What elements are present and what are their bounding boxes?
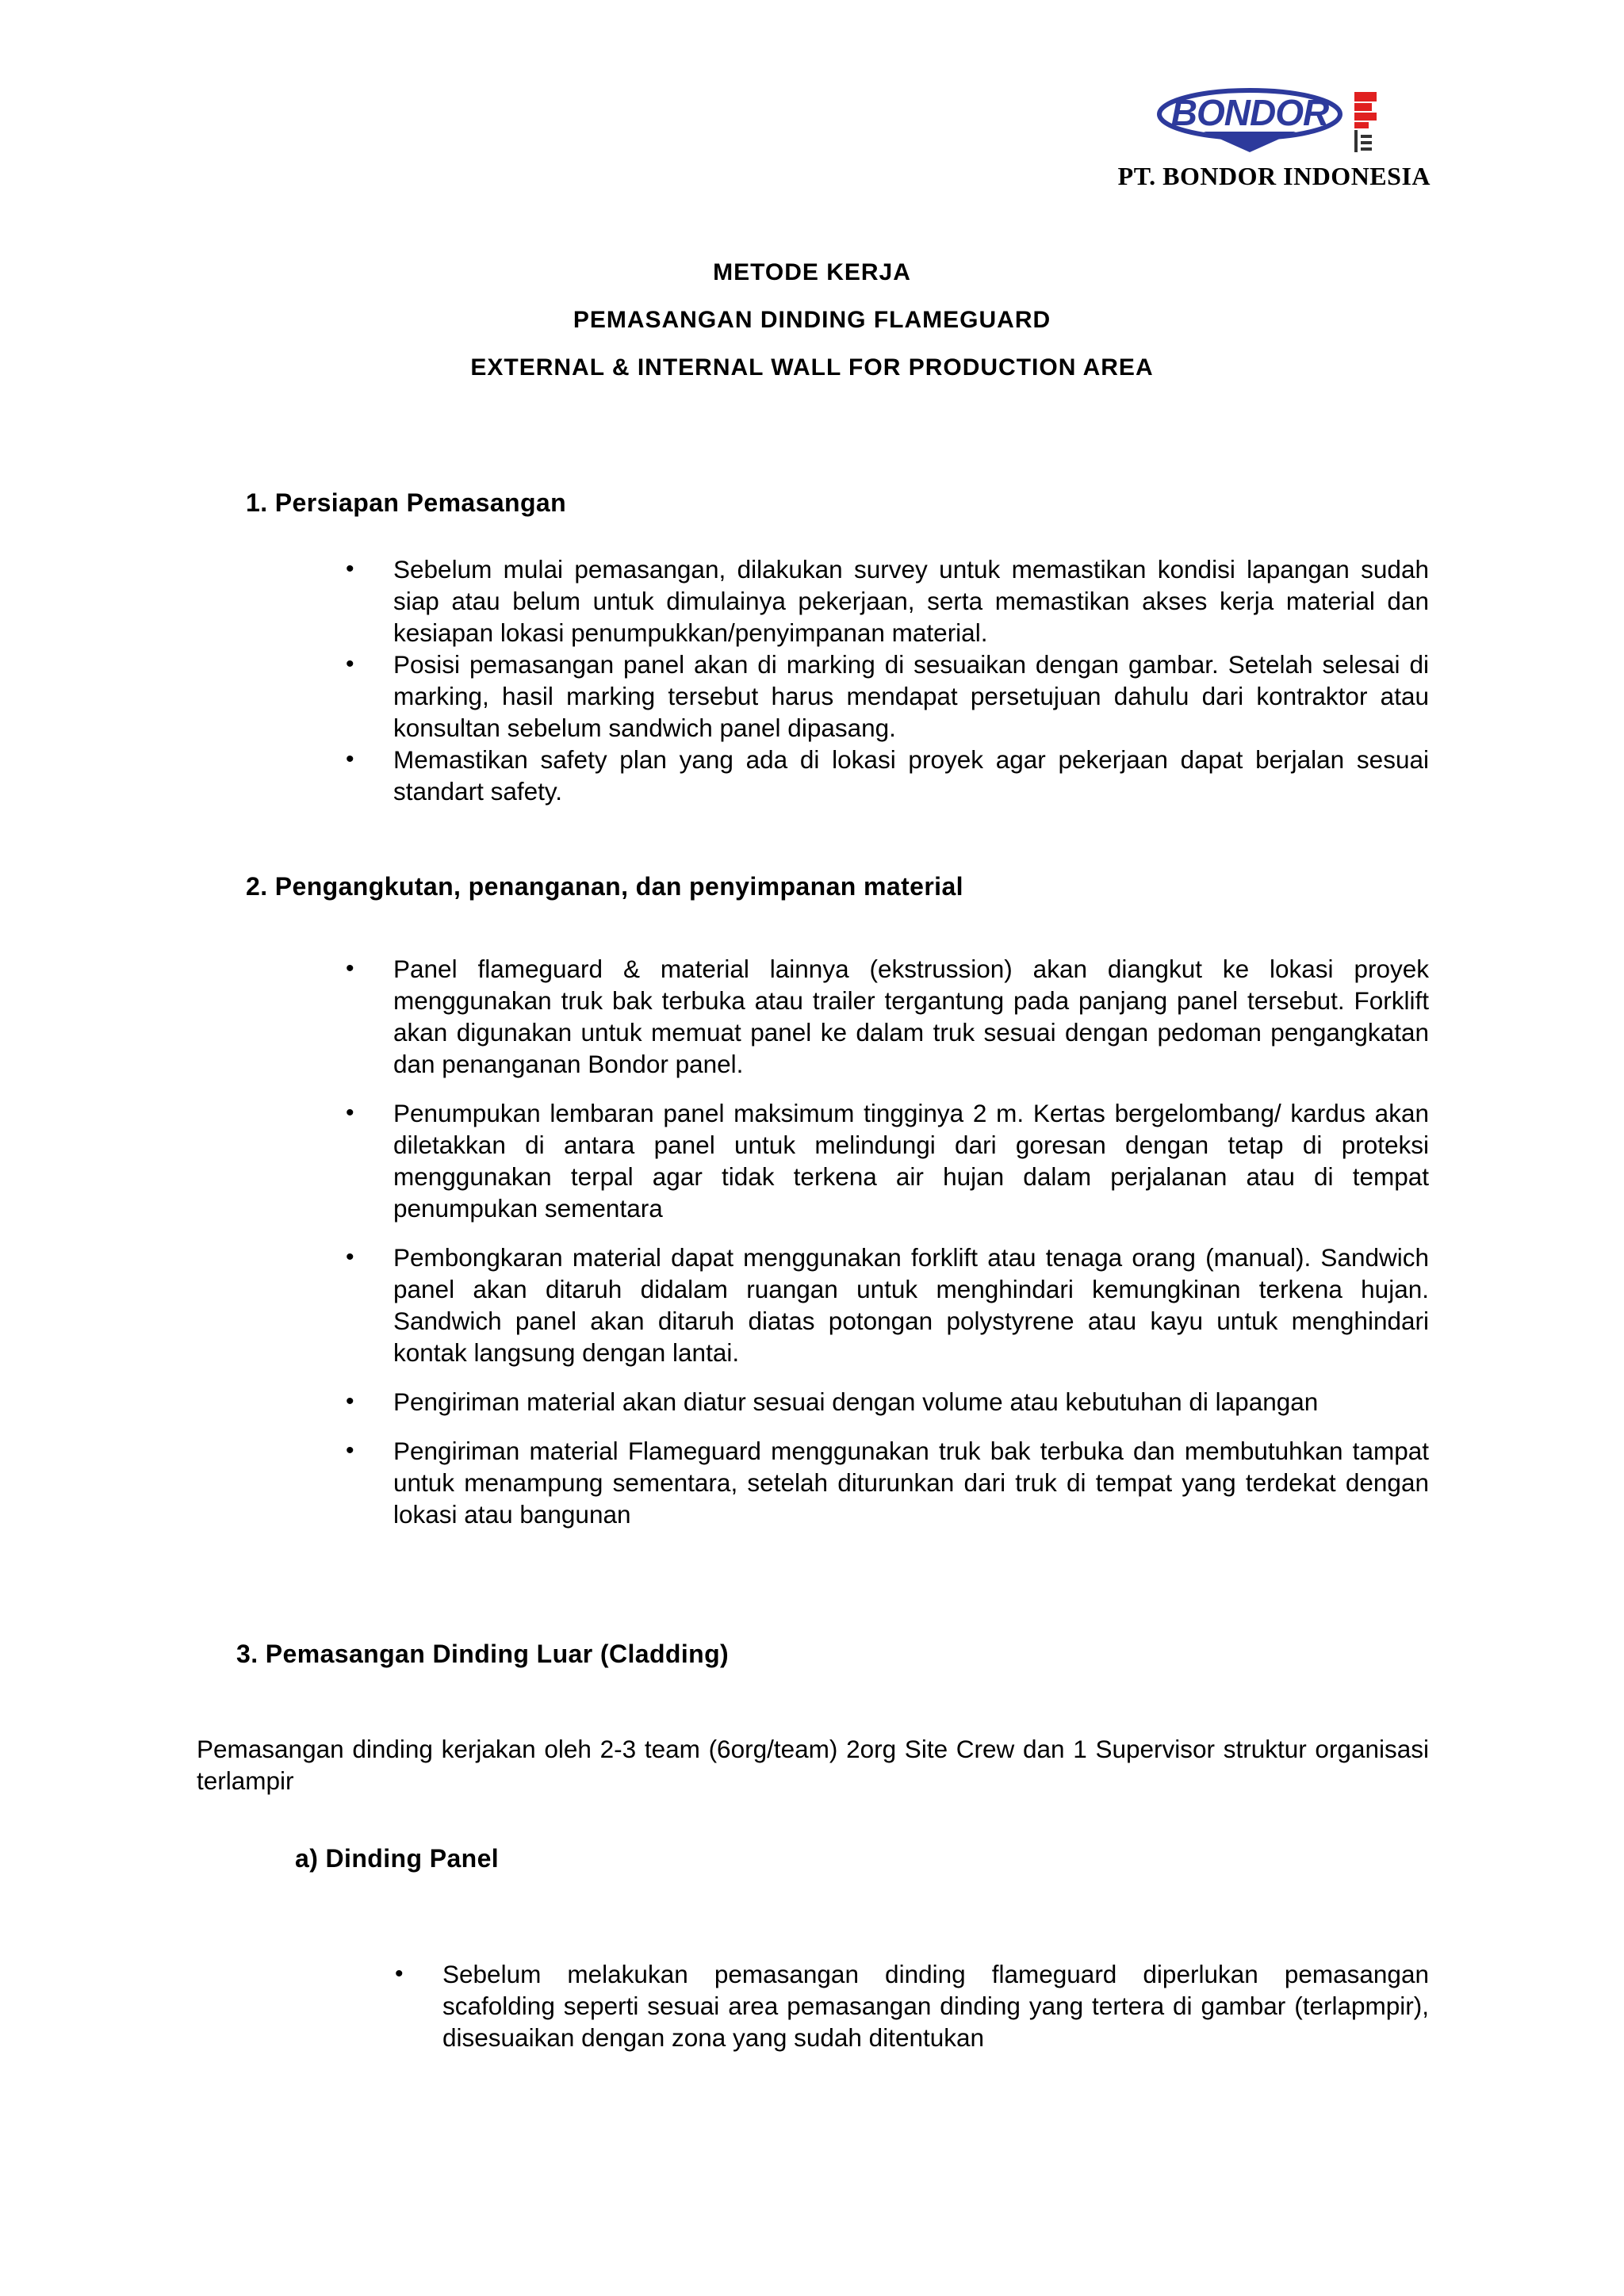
bullet-icon: • (346, 1437, 354, 1464)
bullet-icon: • (346, 1388, 354, 1414)
document-title (0, 249, 1624, 392)
bullet-icon: • (346, 746, 354, 772)
list-item-text: Sebelum melakukan pemasangan dinding flameguard diperlukan pemasangan scafolding seperti sesuai area pemasangan dinding yang tertera di gambar (terlapmpir), disesuaikan dengan zona yang sudah ditentukan (442, 1960, 1429, 2052)
section-1-heading: 1. Persiapan Pemasangan (246, 488, 567, 517)
list-item (346, 649, 1429, 744)
company-name: PT. BONDOR INDONESIA (1117, 162, 1431, 190)
bullet-icon: • (346, 651, 354, 677)
list-item (346, 744, 1429, 807)
bullet-icon: • (346, 556, 354, 582)
title-line-2: PEMASANGAN DINDING FLAMEGUARD (573, 307, 1051, 333)
bullet-icon: • (346, 1100, 354, 1126)
list-item (346, 953, 1429, 1080)
section-3a-list (395, 1958, 1429, 2053)
list-item (346, 1242, 1429, 1368)
list-item-text: Memastikan safety plan yang ada di lokasi proyek agar pekerjaan dapat berjalan sesuai standart safety. (393, 745, 1429, 806)
bullet-icon: • (346, 1244, 354, 1270)
list-item-text: Sebelum mulai pemasangan, dilakukan survey untuk memastikan kondisi lapangan sudah siap atau belum untuk dimulainya pekerjaan, serta memastikan akses kerja material dan kesiapan lokasi penumpukkan/penyimpanan material. (393, 555, 1429, 647)
list-item-text: Penumpukan lembaran panel maksimum tingginya 2 m. Kertas bergelombang/ kardus akan diletakkan di antara panel untuk melindungi dari goresan dengan tetap di proteksi menggunakan terpal agar tidak terkena air hujan dalam perjalanan atau di tempat penumpukan sementara (393, 1099, 1429, 1223)
list-item-text: Posisi pemasangan panel akan di marking di sesuaikan dengan gambar. Setelah selesai di marking, hasil marking tersebut harus mendapat persetujuan dahulu dari kontraktor atau konsultan sebelum sandwich panel dipasang. (393, 650, 1429, 742)
section-3-intro: Pemasangan dinding kerjakan oleh 2-3 team (6org/team) 2org Site Crew dan 1 Supervisor struktur organisasi terlampir (197, 1735, 1429, 1795)
list-item (346, 553, 1429, 649)
list-item-text: Pembongkaran material dapat menggunakan forklift atau tenaga orang (manual). Sandwich panel akan ditaruh didalam ruangan untuk menghindari kemungkinan terkena hujan. Sandwich panel akan ditaruh diatas potongan polystyrene atau kayu untuk menghindari kontak langsung dengan lantai. (393, 1243, 1429, 1367)
bullet-icon: • (395, 1961, 404, 1987)
list-item (346, 1435, 1429, 1530)
svg-text:BONDOR: BONDOR (1170, 92, 1329, 133)
section-1-list (346, 553, 1429, 807)
bondor-logo-graphic (1156, 87, 1386, 160)
list-item-text: Panel flameguard & material lainnya (ekstrussion) akan diangkut ke lokasi proyek menggunakan truk bak terbuka atau trailer tergantung pada panjang panel tersebut. Forklift akan digunakan untuk memuat panel ke dalam truk sesuai dengan pedoman pengangkatan dan penanganan Bondor panel. (393, 955, 1429, 1078)
section-3-heading: 3. Pemasangan Dinding Luar (Cladding) (236, 1640, 730, 1668)
list-item (346, 1386, 1429, 1418)
bullet-icon: • (346, 955, 354, 982)
title-line-3: EXTERNAL & INTERNAL WALL FOR PRODUCTION AREA (470, 354, 1154, 381)
section-2-list (346, 953, 1429, 1530)
list-item-text: Pengiriman material akan diatur sesuai dengan volume atau kebutuhan di lapangan (393, 1387, 1319, 1416)
section-2-heading: 2. Pengangkutan, penanganan, dan penyimpanan material (246, 872, 963, 901)
title-line-1: METODE KERJA (713, 259, 911, 285)
list-item (395, 1958, 1429, 2053)
section-3a-heading: a) Dinding Panel (295, 1844, 500, 1873)
bondor-logo (1156, 87, 1386, 160)
list-item (346, 1097, 1429, 1224)
list-item-text: Pengiriman material Flameguard menggunakan truk bak terbuka dan membutuhkan tampat untuk menampung sementara, setelah diturunkan dari truk di tempat yang terdekat dengan lokasi atau bangunan (393, 1437, 1429, 1529)
